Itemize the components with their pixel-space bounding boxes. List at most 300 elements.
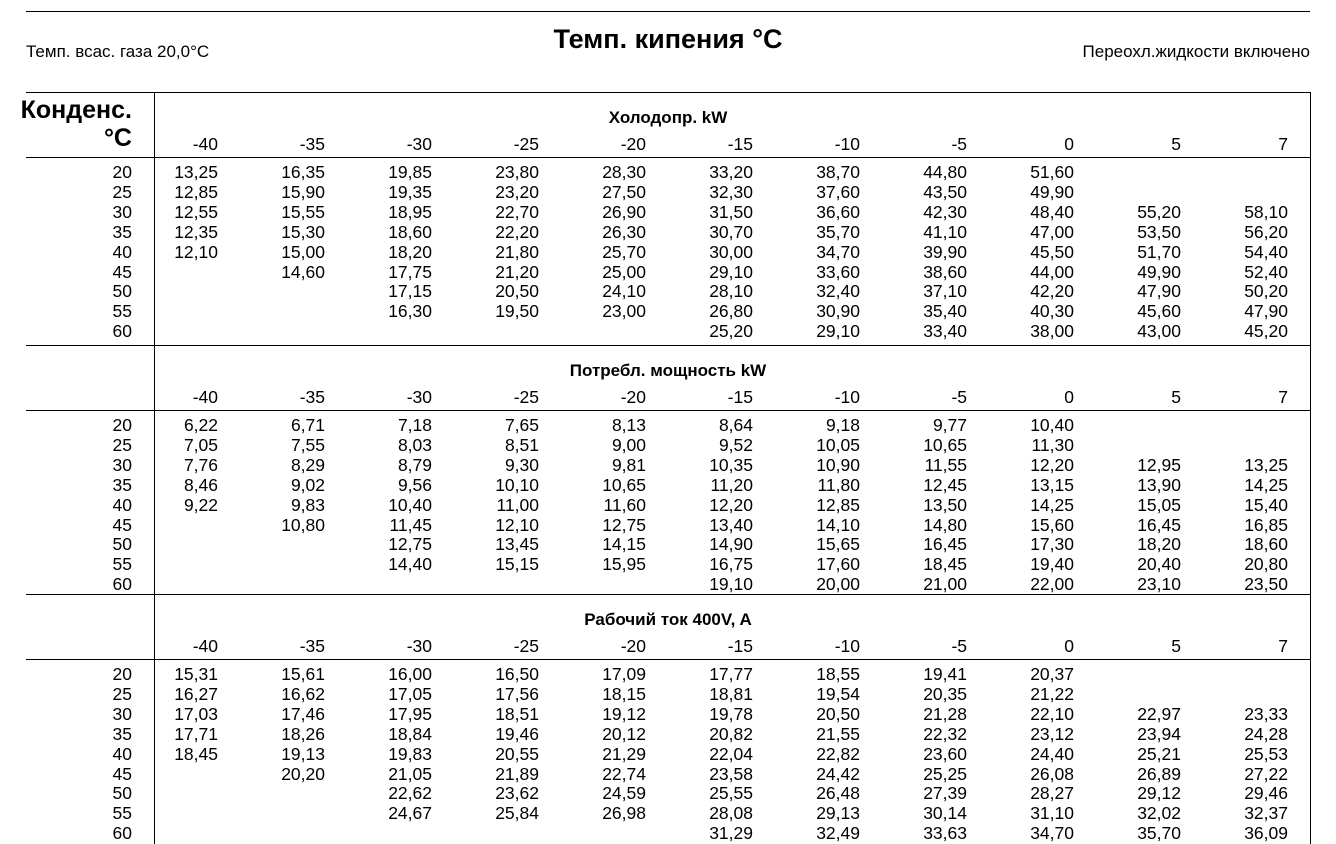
table-cell: 9,52: [718, 434, 753, 455]
table-cell: 20,37: [1030, 664, 1074, 684]
table-cell: 19,35: [388, 181, 432, 202]
table-cell: 14,60: [281, 261, 325, 282]
table-cell: 24,67: [388, 803, 432, 824]
table-cell: 19,83: [388, 743, 432, 764]
condensing-temp-label-line1: Конденс.: [20, 96, 132, 124]
table-cell: 18,26: [281, 723, 325, 744]
table-cell: 33,40: [923, 321, 967, 342]
table-cell: 29,13: [816, 803, 860, 824]
suction-gas-temp-label: Темп. всас. газа 20,0°C: [26, 42, 210, 61]
table-cell: 14,80: [923, 514, 967, 535]
table-cell: 7,55: [290, 434, 325, 455]
table-cell: 31,50: [709, 201, 753, 222]
table-cell: 22,70: [495, 201, 539, 222]
table-cell: 53,50: [1137, 221, 1181, 242]
table-cell: 29,10: [816, 321, 860, 342]
table-cell: 30,14: [923, 803, 967, 824]
table-cell: 23,20: [495, 181, 539, 202]
table-cell: 13,40: [709, 514, 753, 535]
table-cell: 29,10: [709, 261, 753, 282]
table-cell: 25,55: [709, 783, 753, 804]
table-cell: 19,41: [923, 664, 967, 684]
table-cell: 18,95: [388, 201, 432, 222]
table-cell: 7,65: [504, 415, 539, 435]
table-cell: 45,20: [1244, 321, 1288, 342]
table-cell: 21,29: [602, 743, 646, 764]
table-cell: 20,35: [923, 683, 967, 704]
table-cell: 54,40: [1244, 241, 1288, 262]
table-cell: 22,20: [495, 221, 539, 242]
evap-temp-header: -20: [620, 134, 646, 154]
table-cell: 50,20: [1244, 281, 1288, 302]
table-cell: 12,10: [174, 241, 218, 262]
table-cell: 31,10: [1030, 803, 1074, 824]
table-cell: 23,62: [495, 783, 539, 804]
table-cell: 19,78: [709, 703, 753, 724]
table-cell: 47,90: [1137, 281, 1181, 302]
evap-temp-header: -5: [951, 636, 967, 656]
cond-temp-label: 45: [112, 763, 132, 784]
evap-temp-header: -40: [192, 134, 218, 154]
table-cell: 15,40: [1244, 494, 1288, 515]
evap-temp-header: -10: [834, 636, 860, 656]
table-cell: 9,56: [397, 474, 432, 495]
table-cell: 17,30: [1030, 534, 1074, 555]
evap-temp-header: -15: [727, 636, 753, 656]
table-cell: 10,90: [816, 454, 860, 475]
cond-temp-label: 55: [112, 803, 132, 824]
evap-temp-header: -30: [406, 134, 432, 154]
table-cell: 12,75: [602, 514, 646, 535]
table-cell: 15,60: [1030, 514, 1074, 535]
table-cell: 19,13: [281, 743, 325, 764]
table-cell: 7,76: [183, 454, 218, 475]
cond-temp-label: 25: [112, 434, 132, 455]
cond-temp-label: 20: [112, 415, 132, 435]
table-cell: 49,90: [1137, 261, 1181, 282]
table-cell: 9,83: [290, 494, 325, 515]
table-cell: 24,10: [602, 281, 646, 302]
cond-temp-label: 40: [112, 743, 132, 764]
table-cell: 20,40: [1137, 554, 1181, 575]
table-cell: 23,10: [1137, 574, 1181, 595]
subcooling-label: Переохл.жидкости включено: [1082, 42, 1310, 61]
table-cell: 25,21: [1137, 743, 1181, 764]
table-cell: 37,10: [923, 281, 967, 302]
table-cell: 18,51: [495, 703, 539, 724]
table-cell: 48,40: [1030, 201, 1074, 222]
evap-temp-header: -30: [406, 387, 432, 407]
condensing-temp-label-line2: °C: [103, 124, 132, 152]
table-cell: 9,30: [504, 454, 539, 475]
table-cell: 8,03: [397, 434, 432, 455]
table-cell: 34,70: [1030, 823, 1074, 844]
table-cell: 26,48: [816, 783, 860, 804]
table-cell: 45,60: [1137, 301, 1181, 322]
table-cell: 20,00: [816, 574, 860, 595]
evap-temp-header: -10: [834, 387, 860, 407]
table-cell: 17,71: [174, 723, 218, 744]
table-cell: 20,82: [709, 723, 753, 744]
cond-temp-label: 50: [112, 281, 132, 302]
table-cell: 23,80: [495, 162, 539, 182]
table-cell: 41,10: [923, 221, 967, 242]
table-cell: 11,00: [496, 494, 539, 515]
table-cell: 32,40: [816, 281, 860, 302]
table-cell: 9,18: [825, 415, 860, 435]
table-cell: 15,31: [174, 664, 218, 684]
cond-temp-label: 40: [112, 241, 132, 262]
table-cell: 51,60: [1030, 162, 1074, 182]
table-cell: 17,56: [495, 683, 539, 704]
column-divider: [154, 92, 155, 844]
table-cell: 10,40: [1030, 415, 1074, 435]
table-cell: 17,09: [602, 664, 646, 684]
table-cell: 33,60: [816, 261, 860, 282]
table-cell: 17,77: [709, 664, 753, 684]
table-cell: 15,15: [495, 554, 539, 575]
cond-temp-label: 45: [112, 261, 132, 282]
table-cell: 17,75: [388, 261, 432, 282]
evap-temp-header: -5: [951, 134, 967, 154]
table-cell: 10,10: [495, 474, 539, 495]
table-cell: 24,59: [602, 783, 646, 804]
table-cell: 43,00: [1137, 321, 1181, 342]
table-cell: 44,00: [1030, 261, 1074, 282]
table-cell: 33,20: [709, 162, 753, 182]
evap-temp-header: -5: [951, 387, 967, 407]
table-cell: 44,80: [923, 162, 967, 182]
table-cell: 13,50: [923, 494, 967, 515]
table-cell: 18,81: [709, 683, 753, 704]
evap-temp-header: -25: [513, 636, 539, 656]
table-cell: 16,45: [1137, 514, 1181, 535]
condensing-temp-label: [10, 96, 132, 152]
table-cell: 12,35: [174, 221, 218, 242]
table-cell: 7,05: [183, 434, 218, 455]
top-rule: [26, 11, 1310, 12]
table-cell: 18,45: [923, 554, 967, 575]
table-cell: 20,12: [602, 723, 646, 744]
table-cell: 32,30: [709, 181, 753, 202]
table-cell: 15,05: [1137, 494, 1181, 515]
table-cell: 15,30: [281, 221, 325, 242]
table-cell: 39,90: [923, 241, 967, 262]
evap-temp-header: 0: [1064, 387, 1074, 407]
table-cell: 23,33: [1244, 703, 1288, 724]
evap-temp-header: 7: [1278, 387, 1288, 407]
evap-temp-header: -25: [513, 134, 539, 154]
table-cell: 14,25: [1244, 474, 1288, 495]
table-cell: 12,10: [495, 514, 539, 535]
table-cell: 16,75: [709, 554, 753, 575]
evap-temp-header: -25: [513, 387, 539, 407]
table-cell: 29,46: [1244, 783, 1288, 804]
table-cell: 7,18: [397, 415, 432, 435]
table-cell: 55,20: [1137, 201, 1181, 222]
table-cell: 12,20: [709, 494, 753, 515]
table-cell: 18,20: [1137, 534, 1181, 555]
cond-temp-label: 25: [112, 181, 132, 202]
evap-temp-header: 5: [1171, 134, 1181, 154]
table-cell: 14,90: [709, 534, 753, 555]
cond-temp-label: 60: [112, 823, 132, 844]
table-cell: 22,04: [709, 743, 753, 764]
evap-temp-header: 7: [1278, 134, 1288, 154]
table-cell: 19,85: [388, 162, 432, 182]
table-cell: 32,02: [1137, 803, 1181, 824]
evap-temp-header: -40: [192, 387, 218, 407]
table-cell: 6,22: [183, 415, 218, 435]
table-cell: 20,50: [816, 703, 860, 724]
table-cell: 14,10: [816, 514, 860, 535]
cond-temp-label: 35: [112, 221, 132, 242]
table-cell: 10,35: [709, 454, 753, 475]
table-cell: 56,20: [1244, 221, 1288, 242]
table-cell: 27,39: [923, 783, 967, 804]
table-cell: 51,70: [1137, 241, 1181, 262]
table-cell: 22,32: [923, 723, 967, 744]
table-cell: 52,40: [1244, 261, 1288, 282]
table-cell: 36,60: [816, 201, 860, 222]
table-cell: 26,30: [602, 221, 646, 242]
cond-temp-label: 20: [112, 162, 132, 182]
table-cell: 19,40: [1030, 554, 1074, 575]
table-cell: 17,95: [388, 703, 432, 724]
table-cell: 27,50: [602, 181, 646, 202]
table-cell: 11,20: [710, 474, 753, 495]
table-cell: 28,08: [709, 803, 753, 824]
table-cell: 15,65: [816, 534, 860, 555]
table-cell: 12,55: [174, 201, 218, 222]
table-cell: 9,22: [183, 494, 218, 515]
evap-temp-header: -35: [299, 636, 325, 656]
cond-temp-label: 55: [112, 554, 132, 575]
table-cell: 35,70: [1137, 823, 1181, 844]
table-cell: 10,65: [923, 434, 967, 455]
table-cell: 19,46: [495, 723, 539, 744]
table-cell: 42,30: [923, 201, 967, 222]
table-cell: 12,95: [1137, 454, 1181, 475]
table-cell: 47,90: [1244, 301, 1288, 322]
table-cell: 17,15: [388, 281, 432, 302]
evap-temp-header: -40: [192, 636, 218, 656]
table-cell: 30,70: [709, 221, 753, 242]
section-title: Потребл. мощность kW: [569, 361, 767, 380]
table-cell: 11,60: [603, 494, 646, 515]
table-cell: 26,90: [602, 201, 646, 222]
table-cell: 18,84: [388, 723, 432, 744]
table-cell: 16,27: [174, 683, 218, 704]
table-cell: 8,29: [290, 454, 325, 475]
evap-temp-header: -30: [406, 636, 432, 656]
table-cell: 21,00: [923, 574, 967, 595]
table-cell: 12,85: [174, 181, 218, 202]
table-cell: 16,30: [388, 301, 432, 322]
table-cell: 11,80: [817, 474, 860, 495]
table-cell: 22,97: [1137, 703, 1181, 724]
table-cell: 20,50: [495, 281, 539, 302]
evap-temp-header: 0: [1064, 134, 1074, 154]
table-cell: 38,00: [1030, 321, 1074, 342]
table-cell: 21,55: [816, 723, 860, 744]
table-cell: 30,90: [816, 301, 860, 322]
table-cell: 34,70: [816, 241, 860, 262]
table-cell: 37,60: [816, 181, 860, 202]
table-cell: 21,22: [1030, 683, 1074, 704]
table-cell: 20,20: [281, 763, 325, 784]
table-cell: 25,20: [709, 321, 753, 342]
evap-temp-header: 7: [1278, 636, 1288, 656]
table-cell: 8,64: [718, 415, 753, 435]
table-cell: 23,00: [602, 301, 646, 322]
table-cell: 16,35: [281, 162, 325, 182]
evap-temp-header: -35: [299, 387, 325, 407]
page-title: Темп. кипения °C: [553, 24, 783, 54]
table-cell: 25,53: [1244, 743, 1288, 764]
table-cell: 13,25: [1244, 454, 1288, 475]
table-cell: 9,81: [611, 454, 646, 475]
table-cell: 18,20: [388, 241, 432, 262]
table-cell: 42,20: [1030, 281, 1074, 302]
table-cell: 8,13: [611, 415, 646, 435]
table-cell: 21,05: [388, 763, 432, 784]
header-divider: [26, 410, 1310, 411]
cond-temp-label: 35: [112, 474, 132, 495]
table-cell: 21,20: [495, 261, 539, 282]
table-cell: 28,30: [602, 162, 646, 182]
table-cell: 15,00: [281, 241, 325, 262]
table-cell: 10,05: [816, 434, 860, 455]
table-cell: 45,50: [1030, 241, 1074, 262]
table-cell: 38,70: [816, 162, 860, 182]
table-cell: 26,80: [709, 301, 753, 322]
table-cell: 21,28: [923, 703, 967, 724]
table-cell: 25,00: [602, 261, 646, 282]
table-cell: 58,10: [1244, 201, 1288, 222]
table-cell: 13,45: [495, 534, 539, 555]
table-cell: 23,12: [1030, 723, 1074, 744]
table-cell: 26,89: [1137, 763, 1181, 784]
table-cell: 32,49: [816, 823, 860, 844]
table-cell: 6,71: [290, 415, 325, 435]
table-cell: 15,61: [281, 664, 325, 684]
table-cell: 21,80: [495, 241, 539, 262]
cond-temp-label: 40: [112, 494, 132, 515]
table-cell: 18,15: [602, 683, 646, 704]
table-cell: 19,50: [495, 301, 539, 322]
section-top-border: [26, 345, 1310, 346]
table-cell: 16,62: [281, 683, 325, 704]
cond-temp-label: 55: [112, 301, 132, 322]
table-cell: 24,42: [816, 763, 860, 784]
table-cell: 22,62: [388, 783, 432, 804]
table-cell: 30,00: [709, 241, 753, 262]
table-cell: 10,65: [602, 474, 646, 495]
table-cell: 47,00: [1030, 221, 1074, 242]
table-cell: 26,98: [602, 803, 646, 824]
evap-temp-header: -10: [834, 134, 860, 154]
table-cell: 16,85: [1244, 514, 1288, 535]
table-cell: 9,77: [932, 415, 967, 435]
table-cell: 10,40: [388, 494, 432, 515]
table-cell: 31,29: [709, 823, 753, 844]
table-cell: 13,15: [1030, 474, 1074, 495]
table-cell: 24,40: [1030, 743, 1074, 764]
table-cell: 19,10: [709, 574, 753, 595]
table-cell: 12,85: [816, 494, 860, 515]
table-cell: 36,09: [1244, 823, 1288, 844]
table-cell: 21,89: [495, 763, 539, 784]
evap-temp-header: -20: [620, 636, 646, 656]
table-cell: 20,80: [1244, 554, 1288, 575]
table-cell: 14,40: [388, 554, 432, 575]
table-cell: 22,74: [602, 763, 646, 784]
table-cell: 16,50: [495, 664, 539, 684]
table-cell: 22,82: [816, 743, 860, 764]
cond-temp-label: 50: [112, 534, 132, 555]
evap-temp-header: -35: [299, 134, 325, 154]
table-cell: 18,55: [816, 664, 860, 684]
evap-temp-header: -15: [727, 134, 753, 154]
cond-temp-label: 60: [112, 574, 132, 595]
table-cell: 8,46: [183, 474, 218, 495]
table-cell: 11,55: [924, 454, 967, 475]
table-cell: 49,90: [1030, 181, 1074, 202]
table-cell: 35,40: [923, 301, 967, 322]
cond-temp-label: 35: [112, 723, 132, 744]
table-cell: 25,25: [923, 763, 967, 784]
evap-temp-header: -20: [620, 387, 646, 407]
table-cell: 24,28: [1244, 723, 1288, 744]
table-cell: 35,70: [816, 221, 860, 242]
cond-temp-label: 25: [112, 683, 132, 704]
table-cell: 23,60: [923, 743, 967, 764]
cond-temp-label: 20: [112, 664, 132, 684]
table-cell: 9,02: [290, 474, 325, 495]
table-cell: 8,79: [397, 454, 432, 475]
table-cell: 23,94: [1137, 723, 1181, 744]
table-cell: 40,30: [1030, 301, 1074, 322]
table-cell: 43,50: [923, 181, 967, 202]
table-cell: 22,00: [1030, 574, 1074, 595]
evap-temp-header: 5: [1171, 636, 1181, 656]
cond-temp-label: 30: [112, 454, 132, 475]
section-title: Рабочий ток 400V, A: [584, 610, 752, 629]
table-cell: 12,45: [923, 474, 967, 495]
table-cell: 13,90: [1137, 474, 1181, 495]
table-cell: 15,95: [602, 554, 646, 575]
cond-temp-label: 30: [112, 201, 132, 222]
table-cell: 38,60: [923, 261, 967, 282]
table-cell: 18,60: [1244, 534, 1288, 555]
table-cell: 17,03: [174, 703, 218, 724]
cond-temp-label: 45: [112, 514, 132, 535]
table-cell: 11,30: [1031, 434, 1074, 455]
table-cell: 33,63: [923, 823, 967, 844]
table-cell: 17,46: [281, 703, 325, 724]
table-cell: 23,58: [709, 763, 753, 784]
table-cell: 22,10: [1030, 703, 1074, 724]
table-cell: 23,50: [1244, 574, 1288, 595]
table-cell: 16,00: [388, 664, 432, 684]
table-cell: 8,51: [504, 434, 539, 455]
table-cell: 27,22: [1244, 763, 1288, 784]
table-cell: 29,12: [1137, 783, 1181, 804]
section-top-border: [26, 594, 1310, 595]
table-cell: 9,00: [611, 434, 646, 455]
table-cell: 20,55: [495, 743, 539, 764]
